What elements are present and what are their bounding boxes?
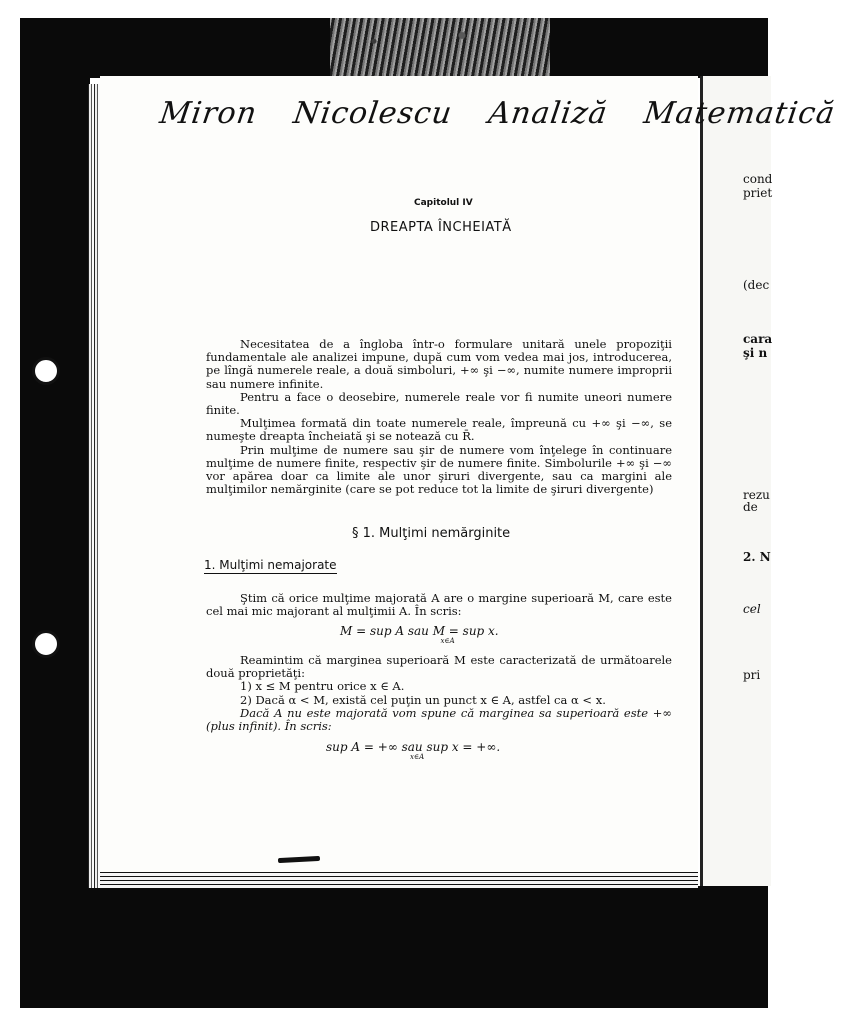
handwritten-word: Analiză bbox=[486, 96, 610, 131]
property: 2) Dacă α < M, există cel puţin un punct x ∈ A, astfel ca α < x. bbox=[240, 692, 606, 707]
scan-border-left bbox=[20, 18, 90, 1008]
adjacent-page bbox=[700, 76, 771, 886]
handwritten-word: Matematică bbox=[641, 96, 838, 131]
adjacent-fragment: şi n bbox=[743, 346, 768, 360]
paragraph: Pentru a face o deosebire, numerele reale vor fi numite uneori numere finite. bbox=[206, 389, 672, 418]
formula-text: sup A = +∞ sau sup x = +∞. bbox=[326, 740, 501, 754]
subsection-title: 1. Mulţimi nemajorate bbox=[204, 558, 337, 572]
body-text bbox=[206, 592, 672, 618]
handwritten-annotation bbox=[158, 96, 864, 131]
section-title: § 1. Mulţimi nemărginite bbox=[352, 526, 511, 541]
paragraph: Dacă A nu este majorată vom spune că marginea sa superioară este +∞ (plus infinit). În scris: bbox=[206, 705, 672, 734]
adjacent-fragment: de bbox=[743, 500, 758, 514]
paragraph: Reamintim că marginea superioară M este caracterizată de următoarele două proprietăţi: bbox=[206, 653, 672, 681]
adjacent-fragment: pri bbox=[743, 668, 761, 682]
paragraph: Necesitatea de a îngloba într-o formulare unitară unele propoziţii fundamentale ale analizei impune, după cum vom vedea mai jos, introducerea, pe lîngă numerele reale, a două simboluri, +∞ şi −∞, numite numere improprii sau numere infinite. bbox=[206, 337, 672, 391]
binder-hole bbox=[32, 357, 60, 385]
adjacent-fragment: cond bbox=[743, 172, 773, 186]
adjacent-fragment: cel bbox=[743, 602, 761, 616]
chapter-title: DREAPTA ÎNCHEIATĂ bbox=[370, 220, 512, 235]
adjacent-fragment: cara bbox=[743, 332, 773, 346]
paragraph: Ştim că orice mulţime majorată A are o margine superioară M, care este cel mai mic majorant al mulţimii A. În scris: bbox=[206, 591, 672, 619]
page-bottom-edge bbox=[100, 872, 698, 888]
handwritten-word: Miron bbox=[157, 96, 260, 131]
handwritten-word: Nicolescu bbox=[291, 96, 455, 131]
property: 1) x ≤ M pentru orice x ∈ A. bbox=[240, 679, 405, 694]
paragraph: Prin mulţime de numere sau şir de numere vom înţelege în continuare mulţime de numere finite, respectiv şir de numere finite. Simbolurile +∞ şi −∞ vor apărea doar ca limite ale unor şiruri divergente, sau ca margini ale mulţimilor nemărginite (care se pot reduce tot la limite de şiruri divergente) bbox=[206, 442, 672, 497]
adjacent-fragment: 2. N bbox=[743, 550, 771, 564]
adjacent-fragment: rezu bbox=[743, 488, 770, 502]
intro-text bbox=[206, 338, 672, 496]
formula-text: M = sup A sau M = sup x. bbox=[340, 624, 499, 638]
scan-noise bbox=[330, 18, 550, 76]
body-text bbox=[206, 654, 672, 733]
adjacent-fragment: (dec bbox=[743, 278, 770, 292]
formula-subscript: x∈A bbox=[440, 637, 455, 645]
chapter-label: Capitolul IV bbox=[414, 198, 473, 208]
formula-subscript: x∈A bbox=[409, 753, 425, 761]
binder-hole bbox=[32, 630, 60, 658]
paragraph: Mulţimea formată din toate numerele reale, împreună cu +∞ şi −∞, se numeşte dreapta încheiată şi se notează cu R̄. bbox=[206, 416, 672, 444]
scan-border-bottom bbox=[20, 886, 768, 1008]
adjacent-fragment: priet bbox=[743, 186, 773, 200]
